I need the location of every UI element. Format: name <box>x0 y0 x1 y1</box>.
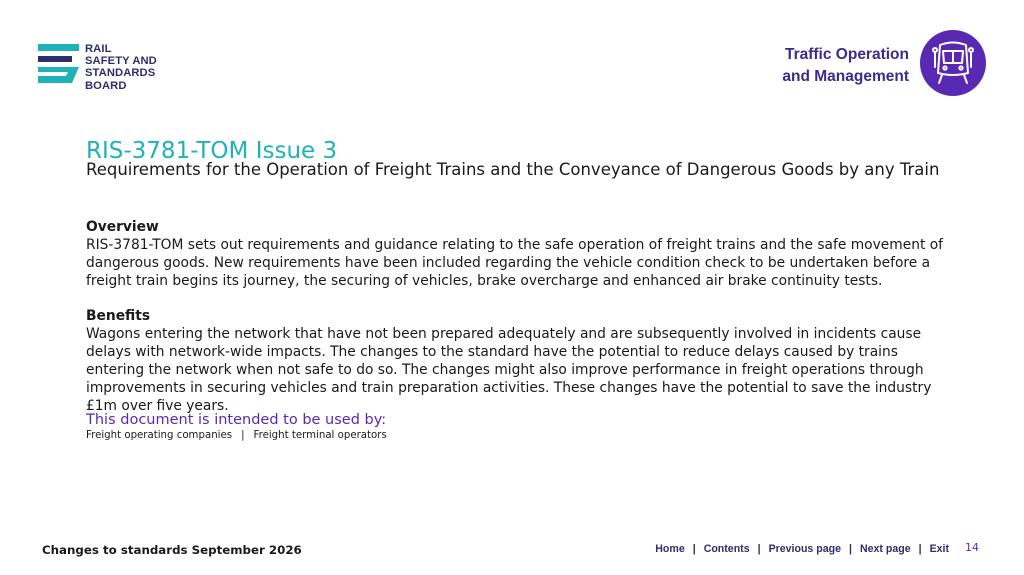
benefits-section <box>86 307 956 415</box>
document-id: RIS-3781-TOM Issue 3 <box>86 138 338 164</box>
intended-users-list <box>86 429 387 442</box>
intended-users-label: This document is intended to be used by: <box>86 412 387 428</box>
nav-next-page-link[interactable]: Next page <box>859 543 911 555</box>
nav-separator: | <box>692 543 696 555</box>
logo-line: BOARD <box>85 79 127 92</box>
logo-line: STANDARDS <box>85 67 156 80</box>
overview-section <box>86 218 956 290</box>
rssb-logo <box>37 43 157 92</box>
benefits-text: Wagons entering the network that have not been prepared adequately and are subsequently involved in incidents cause delays with network-wide impacts. The changes to the standard have the potential to reduce delays caused by trains entering the network when not safe to do so. The changes might also improve performance in freight operations through improvements in securing vehicles and train preparation activities. These changes have the potential to save the industry £1m over five years. <box>86 326 932 414</box>
publication-title: Changes to standards September 2026 <box>42 543 302 557</box>
document-title: Requirements for the Operation of Freight Trains and the Conveyance of Dangerous Goods by any Train <box>86 160 940 179</box>
section-title-line: and Management <box>782 68 909 85</box>
user-item: Freight operating companies <box>86 430 233 441</box>
section-badge <box>920 30 986 96</box>
nav-separator: | <box>918 543 922 555</box>
nav-home-link[interactable]: Home <box>655 543 685 555</box>
section-title <box>782 44 909 88</box>
nav-separator: | <box>757 543 761 555</box>
page-number: 14 <box>965 541 979 554</box>
logo-text <box>85 43 157 92</box>
nav-exit-link[interactable]: Exit <box>929 543 949 555</box>
user-separator: | <box>241 430 245 441</box>
logo-line: SAFETY AND <box>85 55 157 68</box>
nav-separator: | <box>848 543 852 555</box>
section-title-line: Traffic Operation <box>784 46 909 63</box>
benefits-heading: Benefits <box>86 308 151 324</box>
logo-line: RAIL <box>85 43 112 55</box>
nav-previous-page-link[interactable]: Previous page <box>768 543 841 555</box>
user-item: Freight terminal operators <box>253 430 387 441</box>
nav-contents-link[interactable]: Contents <box>703 543 750 555</box>
overview-heading: Overview <box>86 219 159 235</box>
rssb-logo-mark <box>37 43 81 85</box>
footer-navigation <box>655 543 949 555</box>
overview-text: RIS-3781-TOM sets out requirements and guidance relating to the safe operation of freight trains and the safe movement of dangerous goods. New requirements have been included regarding the vehicle condition check to be undertaken before a freight train begins its journey, the securing of vehicles, brake overcharge and enhanced air brake continuity tests. <box>86 237 944 289</box>
train-front-icon <box>928 39 978 87</box>
